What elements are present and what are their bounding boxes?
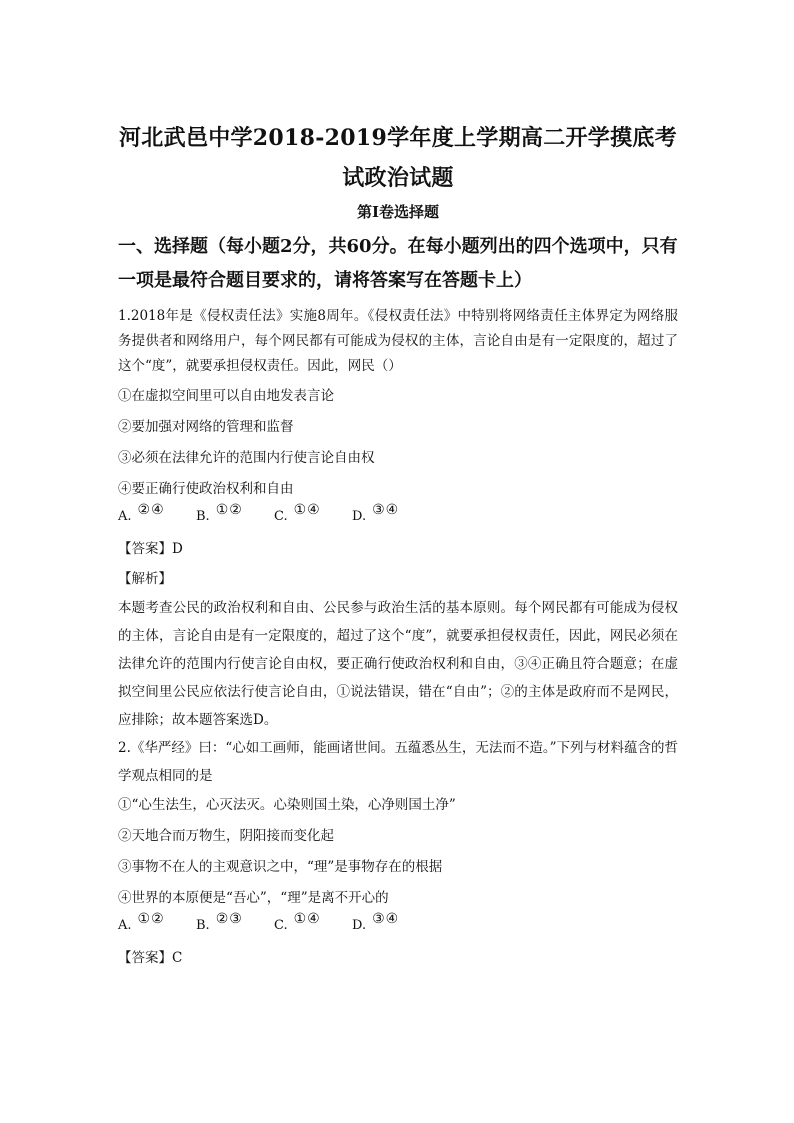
choice-letter: C.	[274, 918, 288, 933]
option-1: ①“心生法生，心灭法灭。心染则国土染，心净则国土净”	[118, 797, 456, 813]
choice-c	[274, 911, 352, 937]
section-heading: 一、选择题（每小题2分，共60分。在每小题列出的四个选项中，只有一项是最符合题目要求的，请将答案写在答题卡上）	[118, 236, 678, 291]
answer-choices	[118, 502, 678, 528]
choice-letter: C.	[274, 509, 288, 524]
answer-choices	[118, 911, 678, 937]
choice-d	[352, 502, 430, 528]
choice-value: ③④	[372, 502, 400, 518]
choice-a	[118, 911, 196, 937]
choice-a	[118, 502, 196, 528]
question-2	[118, 734, 678, 973]
part-heading: 第Ⅰ卷选择题	[356, 203, 440, 221]
choice-letter: A.	[118, 509, 132, 524]
choice-value: ②④	[137, 502, 165, 518]
option-4: ④世界的本原便是“吾心”，“理”是离不开心的	[118, 890, 389, 906]
question-stem: 1.2018年是《侵权责任法》实施8周年。《侵权责任法》中特别将网络责任主体界定为网络服务提供者和网络用户，每个网民都有可能成为侵权的主体，言论自由是有一定限度的，超过了这个“度”，就要承担侵权责任。因此，网民（）	[118, 308, 678, 374]
question-1	[118, 304, 678, 734]
answer-line: 【答案】C	[118, 950, 183, 966]
choice-value: ①②	[137, 911, 165, 927]
choice-value: ②③	[215, 911, 243, 927]
choice-c	[274, 502, 352, 528]
document-page	[118, 118, 678, 973]
analysis-label: 【解析】	[118, 571, 172, 587]
choice-value: ①④	[293, 502, 321, 518]
option-3: ③必须在法律允许的范围内行使言论自由权	[118, 450, 375, 466]
option-4: ④要正确行使政治权利和自由	[118, 481, 294, 497]
option-2: ②要加强对网络的管理和监督	[118, 419, 294, 435]
choice-letter: A.	[118, 918, 132, 933]
answer-line: 【答案】D	[118, 541, 183, 557]
question-stem: 2.《华严经》曰：“心如工画师，能画诸世间。五蕴悉丛生，无法而不造。”下列与材料蕴含的哲学观点相同的是	[118, 740, 678, 784]
choice-letter: D.	[352, 918, 367, 933]
option-2: ②天地合而万物生，阴阳接而变化起	[118, 828, 334, 844]
choice-value: ①④	[293, 911, 321, 927]
choice-value: ①②	[215, 502, 243, 518]
choice-letter: D.	[352, 509, 367, 524]
choice-letter: B.	[196, 509, 210, 524]
choice-letter: B.	[196, 918, 210, 933]
analysis-text: 本题考查公民的政治权利和自由、公民参与政治生活的基本原则。每个网民都有可能成为侵权的主体，言论自由是有一定限度的，超过了这个“度”，就要承担侵权责任，因此，网民必须在法律允许的范围内行使言论自由权，要正确行使政治权利和自由，③④正确且符合题意；在虚拟空间里公民应依法行使言论自由，①说法错误，错在“自由”；②的主体是政府而不是网民，应排除；故本题答案选D。	[118, 600, 678, 728]
choice-b	[196, 911, 274, 937]
choice-value: ③④	[372, 911, 400, 927]
option-3: ③事物不在人的主观意识之中，“理”是事物存在的根据	[118, 859, 443, 875]
choice-d	[352, 911, 430, 937]
choice-b	[196, 502, 274, 528]
option-1: ①在虚拟空间里可以自由地发表言论	[118, 388, 334, 404]
document-title: 河北武邑中学2018-2019学年度上学期高二开学摸底考试政治试题	[119, 125, 677, 191]
